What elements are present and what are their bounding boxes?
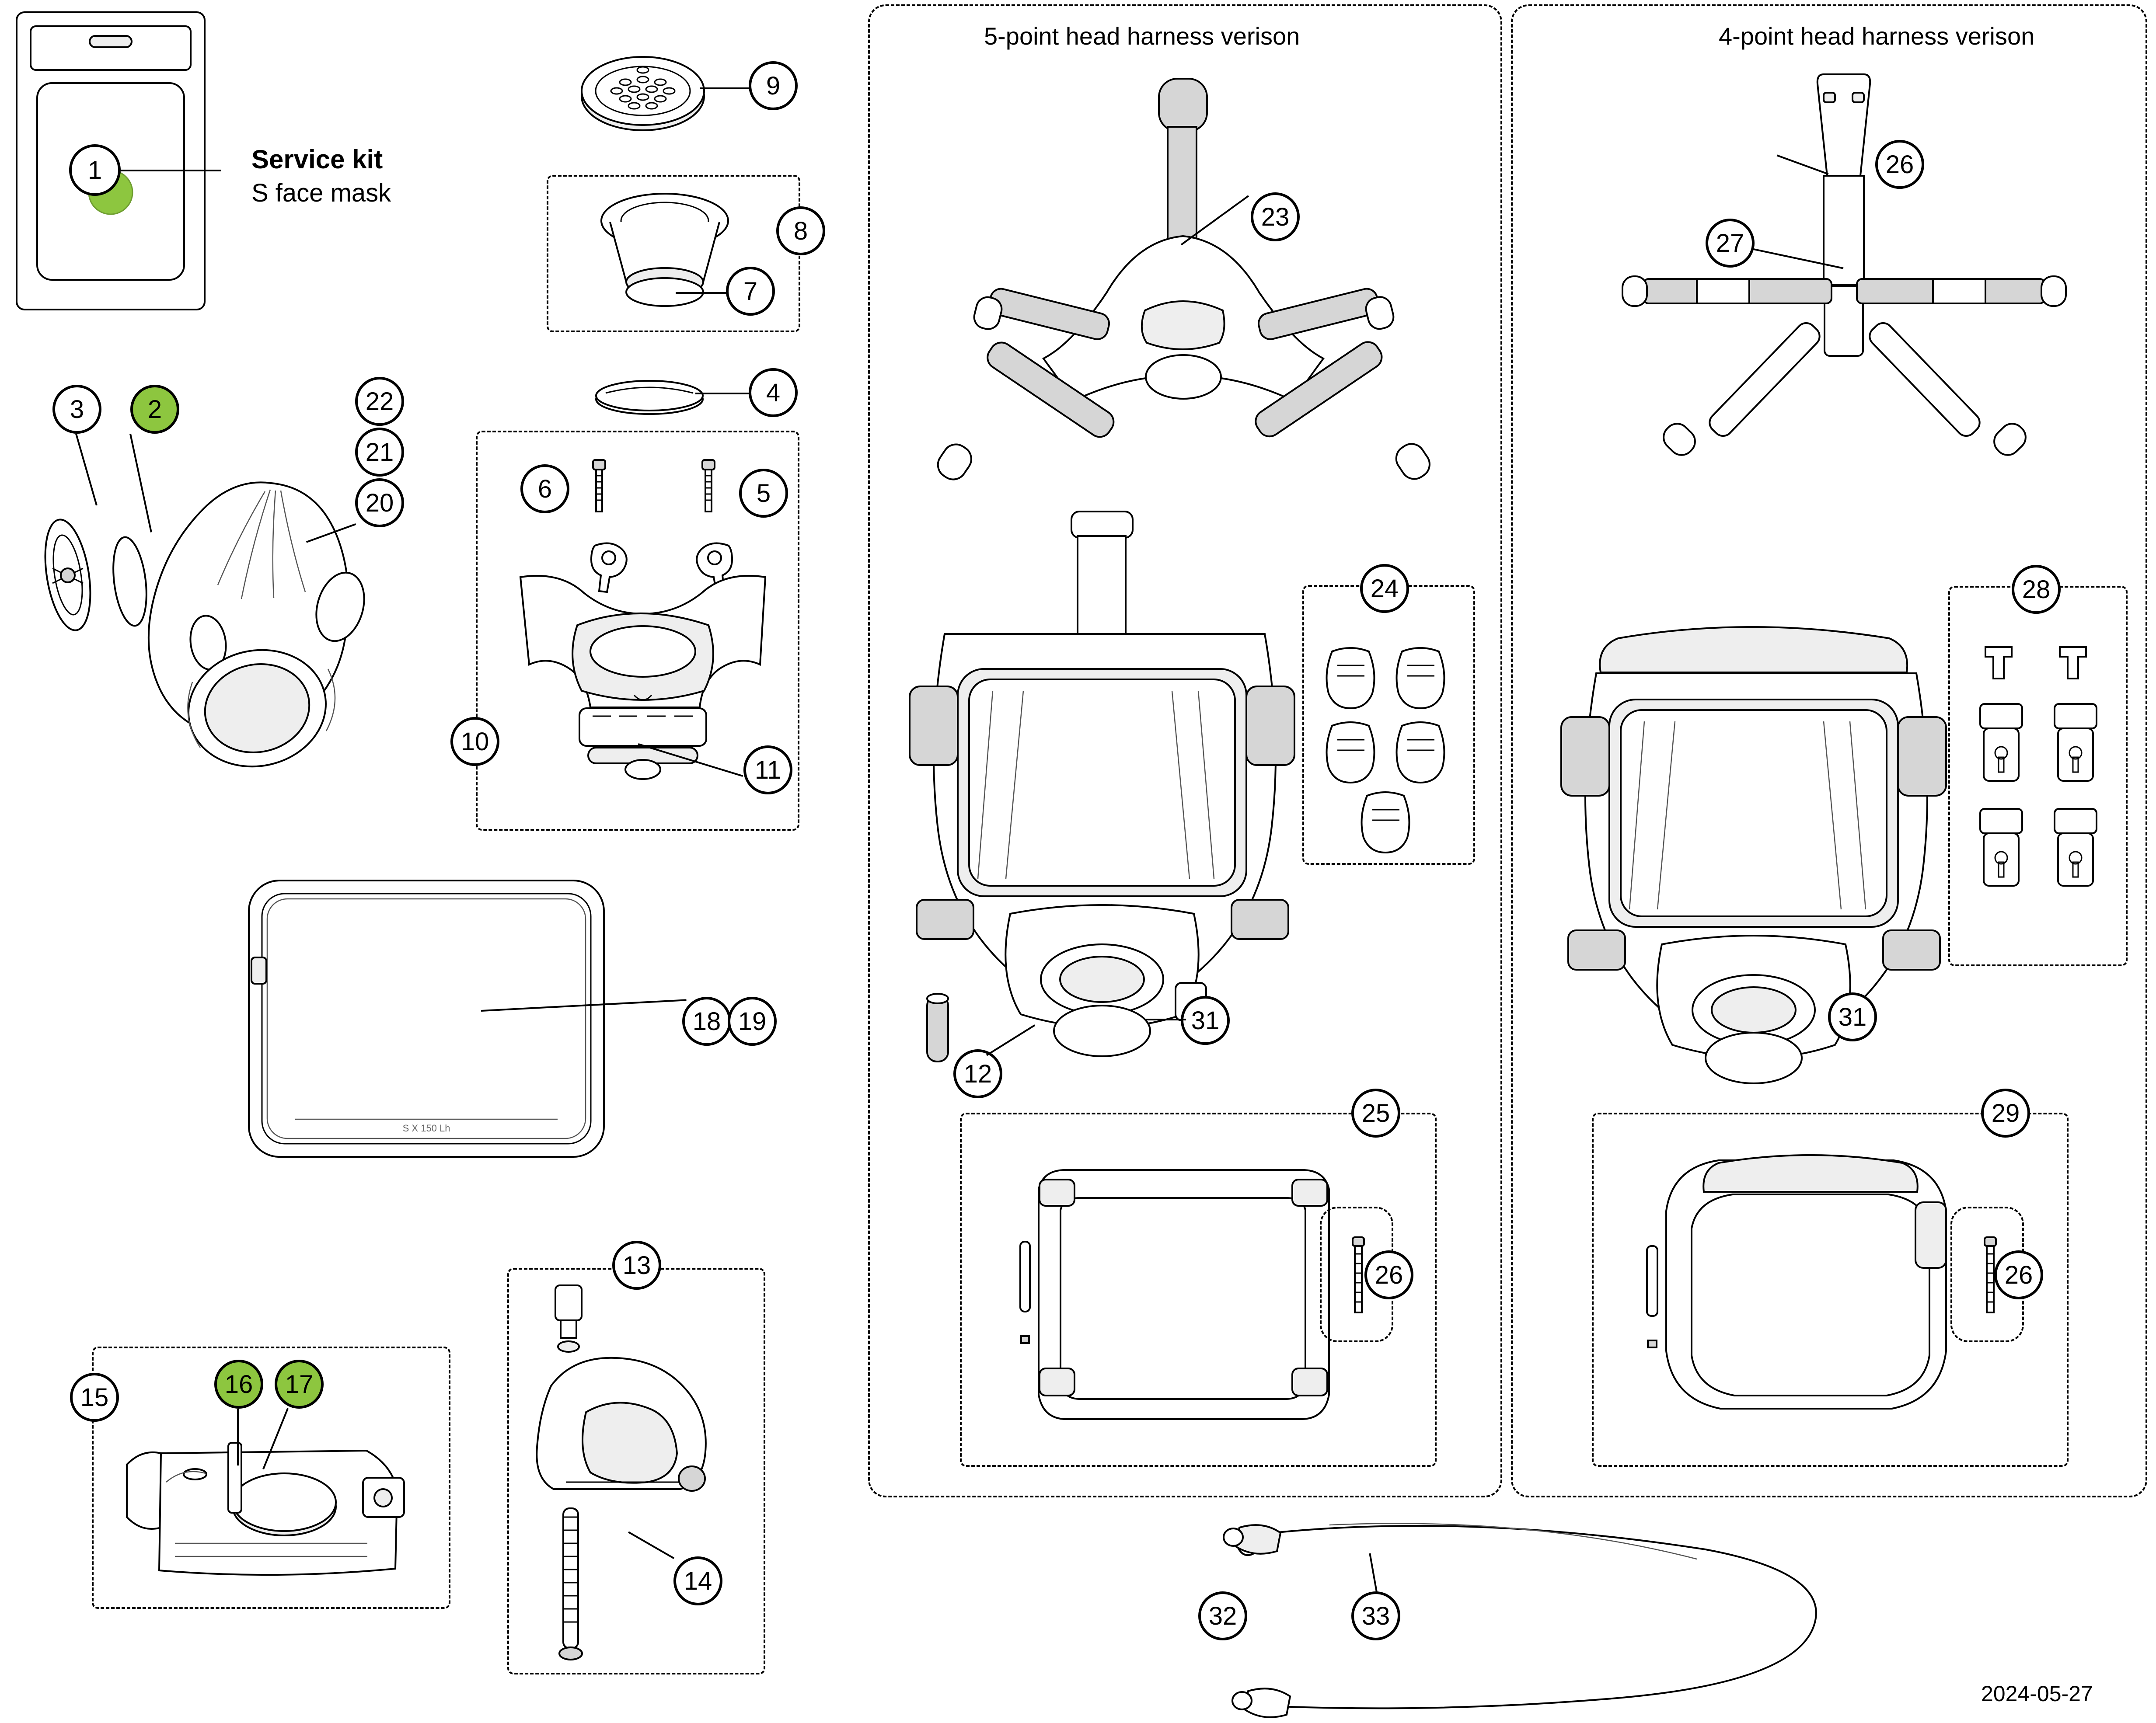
callout-20[interactable]: 20	[355, 478, 404, 527]
panel-4-point-title: 4-point head harness verison	[1719, 22, 2035, 50]
callout-18[interactable]: 18	[682, 997, 731, 1046]
callout-31-right[interactable]: 31	[1828, 992, 1877, 1041]
leader-9	[700, 87, 750, 89]
part-27-28-head-harness-4pt	[1596, 66, 2112, 546]
service-kit-subtitle: S face mask	[251, 179, 391, 207]
callout-1[interactable]: 1	[69, 144, 121, 196]
callout-16[interactable]: 16	[214, 1360, 263, 1409]
leader-1	[121, 170, 221, 171]
callout-4[interactable]: 4	[749, 368, 798, 417]
part-5-screw	[691, 455, 726, 542]
part-10-11-inner-mask	[503, 564, 783, 791]
part-32-33-carrying-strap	[1190, 1517, 1933, 1714]
part-18-19-visor	[243, 874, 610, 1163]
callout-13[interactable]: 13	[612, 1241, 661, 1290]
part-24-buckle-set	[1316, 643, 1461, 857]
callout-19[interactable]: 19	[728, 997, 777, 1046]
panel-5-point-title: 5-point head harness verison	[984, 22, 1300, 50]
assembly-4pt-mask	[1544, 612, 1981, 1093]
callout-27[interactable]: 26	[1875, 140, 1924, 189]
leader-4	[695, 393, 750, 394]
callout-5[interactable]: 5	[739, 469, 788, 518]
part-3-exhalation-valve	[26, 503, 109, 647]
callout-23[interactable]: 23	[1251, 192, 1300, 241]
callout-14[interactable]: 14	[673, 1556, 722, 1605]
callout-17[interactable]: 17	[275, 1360, 324, 1409]
part-9-filter-grid	[577, 48, 708, 149]
callout-22[interactable]: 22	[355, 377, 404, 426]
callout-28[interactable]: 27	[1706, 219, 1755, 268]
svg-text:S X 150 Lh: S X 150 Lh	[402, 1123, 450, 1134]
leader-16	[237, 1409, 239, 1465]
callout-29[interactable]: 28	[2012, 565, 2061, 614]
callout-32[interactable]: 32	[1198, 1591, 1247, 1640]
leader-7	[676, 292, 727, 294]
callout-12[interactable]: 12	[953, 1049, 1002, 1098]
callout-2[interactable]: 2	[130, 385, 179, 434]
callout-24[interactable]: 24	[1360, 564, 1409, 613]
callout-3[interactable]: 3	[52, 385, 101, 434]
part-7-8-inhalation-valve	[577, 188, 752, 319]
callout-9[interactable]: 9	[749, 61, 798, 110]
callout-33[interactable]: 33	[1351, 1591, 1400, 1640]
service-kit-title: Service kit	[251, 145, 383, 174]
part-4-membrane	[593, 374, 706, 422]
callout-30[interactable]: 29	[1981, 1089, 2030, 1138]
part-25-visor-frame-5pt	[1012, 1159, 1354, 1438]
part-13-14-valve-assembly	[538, 1281, 739, 1666]
part-12-plug	[914, 988, 962, 1076]
callout-15[interactable]: 15	[70, 1373, 119, 1422]
callout-11[interactable]: 11	[743, 745, 792, 794]
callout-31[interactable]: 31	[1181, 996, 1230, 1045]
date-stamp: 2024-05-27	[1981, 1681, 2093, 1706]
leader-31	[1146, 1019, 1186, 1020]
leader-3	[75, 434, 98, 506]
callout-26[interactable]: 26	[1364, 1250, 1413, 1299]
callout-10[interactable]: 10	[450, 717, 499, 766]
callout-8[interactable]: 8	[776, 206, 825, 255]
part-29-buckle-set	[1968, 638, 2112, 944]
part-30-visor-frame-4pt	[1636, 1137, 1985, 1460]
callout-21[interactable]: 21	[355, 428, 404, 477]
part-23-head-harness-5pt	[923, 66, 1448, 538]
callout-26-right[interactable]: 26	[1994, 1250, 2043, 1299]
callout-7[interactable]: 7	[726, 267, 775, 316]
part-6-screw	[582, 455, 617, 542]
callout-25[interactable]: 25	[1351, 1089, 1400, 1138]
callout-6[interactable]: 6	[520, 464, 569, 513]
